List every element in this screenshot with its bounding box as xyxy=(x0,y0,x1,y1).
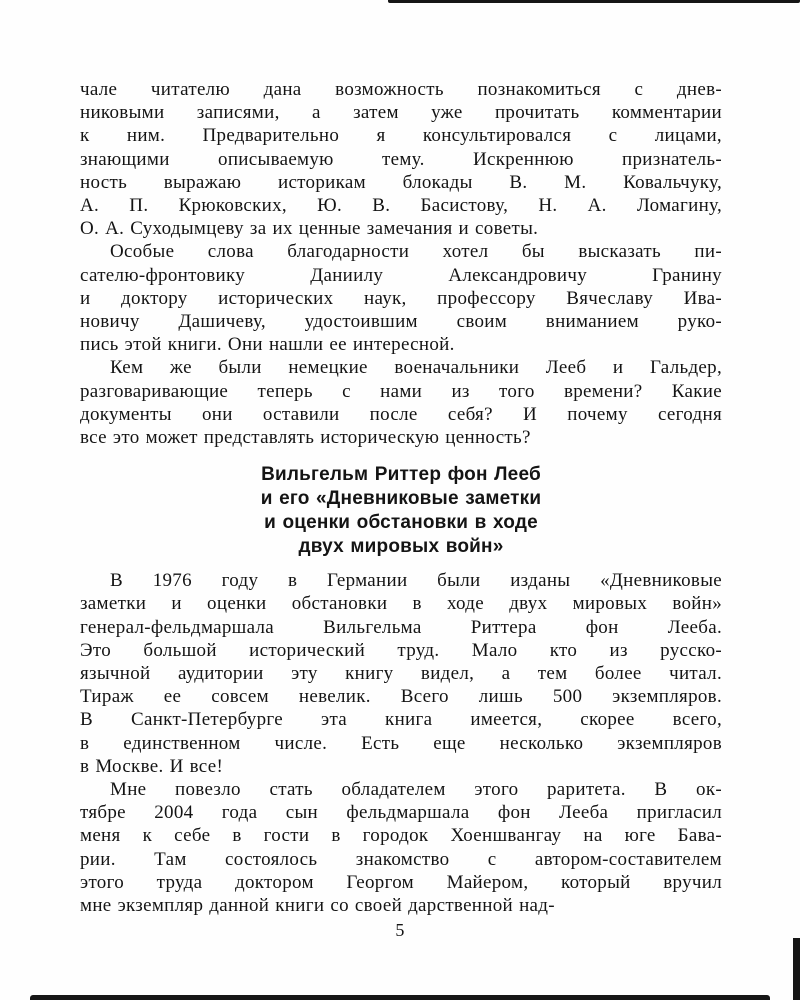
text-line: разговаривающие теперь с нами из того времени? Какие xyxy=(80,380,722,402)
text-line: в единственном числе. Есть еще несколько экземпляров xyxy=(80,732,722,754)
text-line: Особые слова благодарности хотел бы высказать пи- xyxy=(110,241,722,263)
text-line: В Санкт-Петербурге эта книга имеется, скорее всего, xyxy=(80,709,722,731)
text-block xyxy=(80,78,722,917)
text-line: ность выражаю историкам блокады В. М. Ковальчуку, xyxy=(80,171,722,193)
text-line: мне экземпляр данной книги со своей дарственной над- xyxy=(80,895,555,917)
text-line: новичу Дашичеву, удостоившим своим вниманием руко- xyxy=(80,311,722,333)
scan-artifact-bottom xyxy=(30,995,770,1000)
text-line: тябре 2004 года сын фельдмаршала фон Лееба пригласил xyxy=(80,802,722,824)
text-line: язычной аудитории эту книгу видел, а тем более читал. xyxy=(80,663,722,685)
text-line: все это может представлять историческую ценность? xyxy=(80,427,531,449)
section-heading xyxy=(80,463,722,559)
scan-artifact-top xyxy=(388,0,800,3)
text-line: заметки и оценки обстановки в ходе двух мировых войн» xyxy=(80,593,722,615)
text-line: и доктору исторических наук, профессору Вячеславу Ива- xyxy=(80,287,722,309)
text-line: чале читателю дана возможность познакомиться с днев- xyxy=(80,79,722,100)
text-line: Тираж ее совсем невелик. Всего лишь 500 экземпляров. xyxy=(80,686,722,708)
text-line: к ним. Предварительно я консультировался с лицами, xyxy=(80,125,722,147)
text-line: О. А. Суходымцеву за их ценные замечания и советы. xyxy=(80,218,539,240)
text-line: рии. Там состоялось знакомство с автором-составителем xyxy=(80,848,722,870)
text-line: меня к себе в гости в городок Хоеншвангау на юге Бава- xyxy=(80,825,722,847)
text-line: сателю-фронтовику Даниилу Александровичу Гранину xyxy=(80,264,722,286)
text-line: и оценки обстановки в ходе xyxy=(264,512,538,534)
paragraph-acknowledgements xyxy=(80,240,722,356)
text-line: никовыми записями, а затем уже прочитать комментарии xyxy=(80,102,722,124)
text-line: в Москве. И все! xyxy=(80,755,224,777)
continuation-paragraph xyxy=(80,78,722,240)
text-line: этого труда доктором Георгом Майером, который вручил xyxy=(80,871,722,893)
text-line: Вильгельм Риттер фон Лееб xyxy=(261,464,541,486)
paragraph-book-history xyxy=(80,569,722,778)
text-line: А. П. Крюковских, Ю. В. Басистову, Н. А. Ломагину, xyxy=(80,195,722,217)
text-line: генерал-фельдмаршала Вильгельма Риттера фон Лееба. xyxy=(80,616,722,638)
text-line: знающими описываемую тему. Искреннюю признатель- xyxy=(80,148,722,170)
paragraph-questions xyxy=(80,356,722,449)
text-line: Мне повезло стать обладателем этого раритета. В ок- xyxy=(110,779,722,801)
text-line: Кем же были немецкие военачальники Лееб и Гальдер, xyxy=(110,357,722,379)
scan-artifact-right xyxy=(793,938,800,1000)
page-number: 5 xyxy=(395,920,405,940)
text-line: В 1976 году в Германии были изданы «Дневниковые xyxy=(110,570,722,592)
text-line: документы они оставили после себя? И почему сегодня xyxy=(80,403,722,425)
text-line: Это большой исторический труд. Мало кто из русско- xyxy=(80,639,722,661)
text-line: двух мировых войн» xyxy=(298,536,504,558)
paragraph-rarity-story xyxy=(80,778,722,917)
text-line: пись этой книги. Они нашли ее интересной. xyxy=(80,334,455,356)
text-line: и его «Дневниковые заметки xyxy=(260,488,542,510)
